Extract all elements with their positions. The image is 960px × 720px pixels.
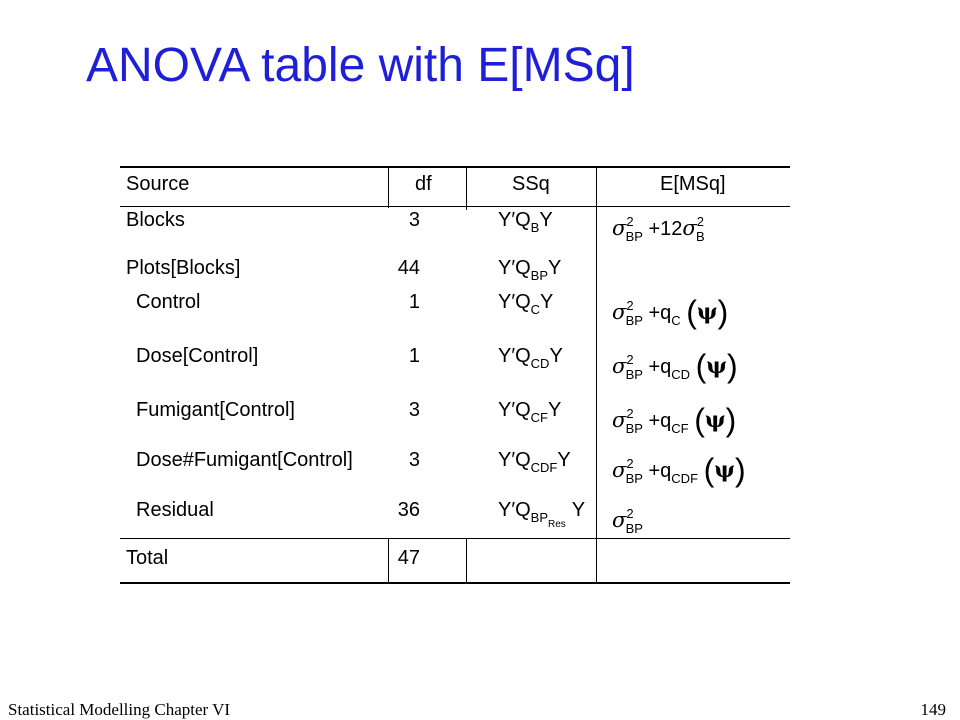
row-dose-fumigant-control-ssq: $Y'Q_{CDF}Y$ bbox=[498, 449, 571, 475]
slide-title: ANOVA table with E[MSq] bbox=[86, 39, 635, 92]
total-rule bbox=[120, 538, 790, 539]
header-df: df bbox=[415, 173, 432, 195]
row-residual-ssq: $Y'Q_{BPRes}Y$ bbox=[498, 499, 586, 530]
row-plots-blocks-ssq: $Y'Q_{BP}Y$ bbox=[498, 257, 562, 283]
row-plots-blocks-df: 44 bbox=[397, 257, 420, 279]
col-divider-2-total bbox=[466, 538, 467, 582]
row-dose-fumigant-control-emsq: $\sigma^2_{BP} +q_{CDF}$ (ψ) bbox=[612, 452, 746, 488]
table-top-rule bbox=[120, 166, 790, 168]
row-control-df: 1 bbox=[408, 291, 420, 313]
row-dose-fumigant-control-source: Dose#Fumigant[Control] bbox=[136, 449, 353, 471]
row-control-emsq: $\sigma^2_{BP} +q_C$ (ψ) bbox=[612, 294, 729, 330]
col-divider-2-header bbox=[466, 166, 467, 210]
row-fumigant-control-ssq: $Y'Q_{CF}Y$ bbox=[498, 399, 562, 425]
row-control-ssq: $Y'Q_CY$ bbox=[498, 291, 554, 317]
row-dose-control-emsq: $\sigma^2_{BP} +q_{CD}$ (ψ) bbox=[612, 348, 738, 384]
col-divider-1-header bbox=[388, 166, 389, 206]
page-number: 149 bbox=[920, 700, 946, 719]
header-source: Source bbox=[126, 173, 190, 195]
row-residual-source: Residual bbox=[136, 499, 214, 521]
row-fumigant-control-source: Fumigant[Control] bbox=[136, 399, 295, 421]
row-residual-emsq: $\sigma^2_{BP}$ bbox=[612, 506, 643, 536]
row-total-source: Total bbox=[126, 547, 169, 569]
row-blocks-source: Blocks bbox=[126, 209, 185, 231]
row-dose-control-df: 1 bbox=[408, 345, 420, 367]
col-divider-3 bbox=[596, 166, 597, 582]
row-fumigant-control-df: 3 bbox=[408, 399, 420, 421]
table-bottom-rule bbox=[120, 582, 790, 584]
row-total-df: 47 bbox=[397, 547, 420, 569]
row-blocks-ssq: $Y'Q_BY$ bbox=[498, 209, 553, 235]
row-residual-df: 36 bbox=[397, 499, 420, 521]
row-blocks-emsq: $\sigma^2_{BP} +12\sigma^2_B$ bbox=[612, 214, 705, 244]
row-control-source: Control bbox=[136, 291, 201, 313]
footer-course-label: Statistical Modelling Chapter VI bbox=[8, 700, 231, 719]
header-emsq: E[MSq] bbox=[660, 173, 726, 195]
row-fumigant-control-emsq: $\sigma^2_{BP} +q_{CF}$ (ψ) bbox=[612, 402, 737, 438]
row-dose-fumigant-control-df: 3 bbox=[408, 449, 420, 471]
row-dose-control-ssq: $Y'Q_{CD}Y$ bbox=[498, 345, 563, 371]
anova-table bbox=[120, 166, 792, 584]
row-plots-blocks-source: Plots[Blocks] bbox=[126, 257, 241, 279]
header-ssq: SSq bbox=[512, 173, 550, 195]
row-dose-control-source: Dose[Control] bbox=[136, 345, 259, 367]
header-rule bbox=[120, 206, 790, 207]
row-blocks-df: 3 bbox=[408, 209, 420, 231]
